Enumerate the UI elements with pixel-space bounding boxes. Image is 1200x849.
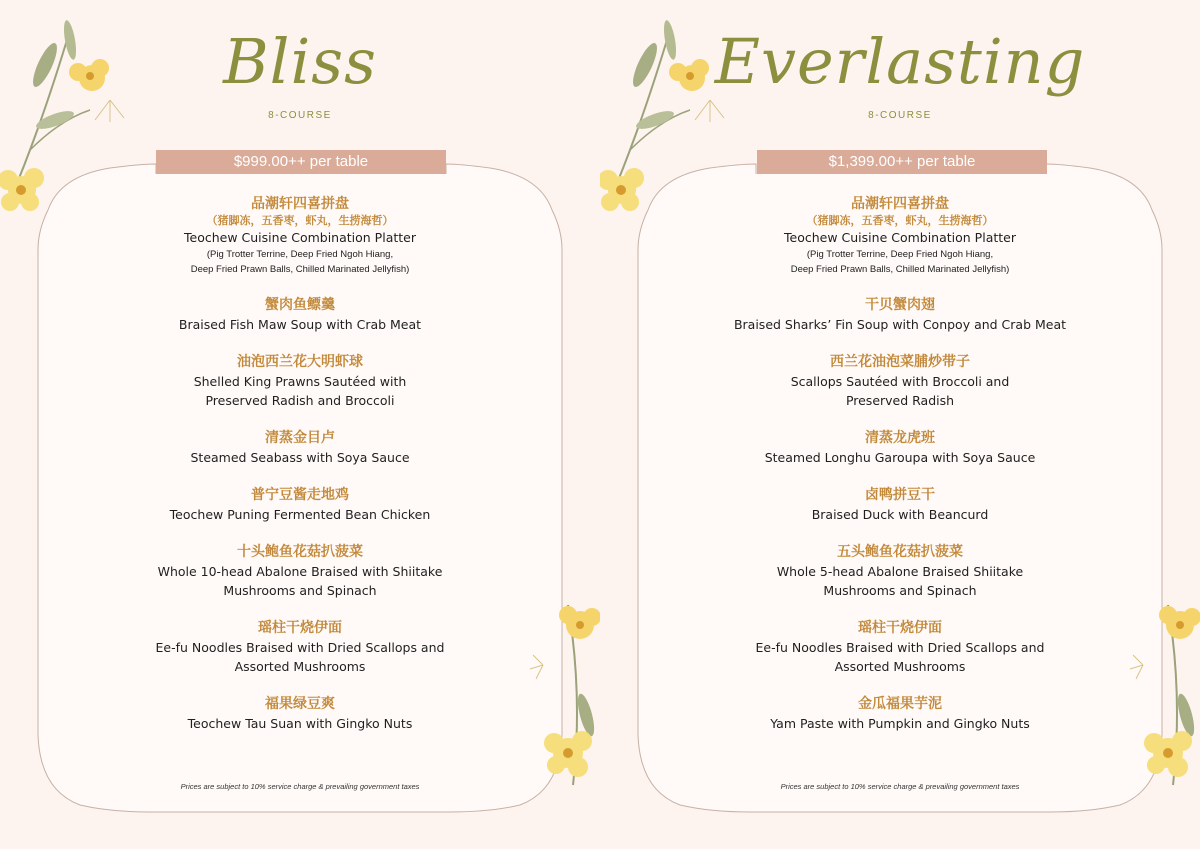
course-english-name: Teochew Puning Fermented Bean Chicken	[169, 507, 431, 522]
course-chinese-detail: （猪脚冻，五香枣，虾丸，生捞海哲）	[806, 214, 994, 227]
course-english-name: Whole 10-head Abalone Braised with Shiitake Mushrooms and Spinach	[157, 564, 443, 598]
course-item	[700, 195, 1100, 277]
course-english-name: Shelled King Prawns Sautéed with Preserved Radish and Broccoli	[193, 374, 407, 408]
course-chinese-name: 瑶柱干烧伊面	[858, 620, 942, 636]
course-chinese-name: 金瓜福果芋泥	[858, 696, 942, 712]
course-chinese-name: 卤鸭拼豆干	[865, 487, 935, 503]
course-chinese-name: 品潮轩四喜拼盘	[851, 196, 949, 212]
course-english-name: Teochew Cuisine Combination Platter	[784, 230, 1016, 245]
course-chinese-name: 五头鲍鱼花菇扒菠菜	[837, 544, 963, 560]
course-item	[100, 486, 500, 524]
course-english-name: Steamed Seabass with Soya Sauce	[190, 450, 410, 465]
course-item	[700, 296, 1100, 334]
course-item	[100, 429, 500, 467]
course-count-label: 8-COURSE	[868, 110, 932, 121]
course-chinese-name: 普宁豆酱走地鸡	[251, 487, 349, 503]
flower-decoration-bottom-right	[1128, 595, 1200, 795]
course-item	[700, 429, 1100, 467]
course-chinese-name: 瑶柱干烧伊面	[258, 620, 342, 636]
course-item	[700, 486, 1100, 524]
course-english-name: Braised Fish Maw Soup with Crab Meat	[178, 317, 422, 332]
pricing-footnote: Prices are subject to 10% service charge & prevailing government taxes	[780, 782, 1020, 791]
course-item	[700, 619, 1100, 676]
course-english-name: Braised Sharks’ Fin Soup with Conpoy and Crab Meat	[733, 317, 1067, 332]
menu-title: Everlasting	[714, 25, 1086, 98]
course-item	[100, 296, 500, 334]
course-english-detail: (Pig Trotter Terrine, Deep Fried Ngoh Hiang, Deep Fried Prawn Balls, Chilled Marinated Jellyfish)	[190, 249, 410, 275]
course-chinese-detail: （猪脚冻，五香枣，虾丸，生捞海哲）	[206, 214, 394, 227]
course-item	[100, 619, 500, 676]
course-chinese-name: 十头鲍鱼花菇扒菠菜	[237, 544, 363, 560]
course-english-name: Scallops Sautéed with Broccoli and Preserved Radish	[790, 374, 1010, 408]
course-chinese-name: 油泡西兰花大明虾球	[237, 354, 363, 370]
course-chinese-name: 品潮轩四喜拼盘	[251, 196, 349, 212]
course-english-name: Yam Paste with Pumpkin and Gingko Nuts	[770, 716, 1030, 731]
course-count-label: 8-COURSE	[268, 110, 332, 121]
course-english-name: Teochew Tau Suan with Gingko Nuts	[187, 716, 413, 731]
course-english-name: Ee-fu Noodles Braised with Dried Scallops and Assorted Mushrooms	[155, 640, 445, 674]
course-english-detail: (Pig Trotter Terrine, Deep Fried Ngoh Hiang, Deep Fried Prawn Balls, Chilled Marinated Jellyfish)	[790, 249, 1010, 275]
pricing-footnote: Prices are subject to 10% service charge & prevailing government taxes	[180, 782, 420, 791]
course-chinese-name: 清蒸金目卢	[265, 430, 335, 446]
course-list	[100, 195, 500, 752]
course-item	[100, 195, 500, 277]
course-item	[700, 543, 1100, 600]
course-english-name: Whole 5-head Abalone Braised Shiitake Mushrooms and Spinach	[776, 564, 1024, 598]
course-chinese-name: 干贝蟹肉翅	[865, 297, 935, 313]
course-item	[700, 695, 1100, 733]
course-chinese-name: 福果绿豆爽	[265, 696, 335, 712]
course-chinese-name: 蟹肉鱼鳔羹	[265, 297, 335, 313]
price-banner: $999.00++ per table	[156, 150, 446, 174]
flower-decoration-bottom-right	[528, 595, 600, 795]
course-list	[700, 195, 1100, 752]
course-item	[100, 543, 500, 600]
price-banner: $1,399.00++ per table	[757, 150, 1047, 174]
course-english-name: Steamed Longhu Garoupa with Soya Sauce	[764, 450, 1036, 465]
course-chinese-name: 清蒸龙虎班	[865, 430, 935, 446]
course-chinese-name: 西兰花油泡菜脯炒带子	[830, 354, 970, 370]
course-item	[700, 353, 1100, 410]
menu-everlasting	[600, 0, 1200, 849]
course-item	[100, 695, 500, 733]
menu-title: Bliss	[223, 25, 377, 98]
course-english-name: Ee-fu Noodles Braised with Dried Scallops and Assorted Mushrooms	[755, 640, 1045, 674]
course-english-name: Teochew Cuisine Combination Platter	[184, 230, 416, 245]
course-english-name: Braised Duck with Beancurd	[811, 507, 989, 522]
course-item	[100, 353, 500, 410]
